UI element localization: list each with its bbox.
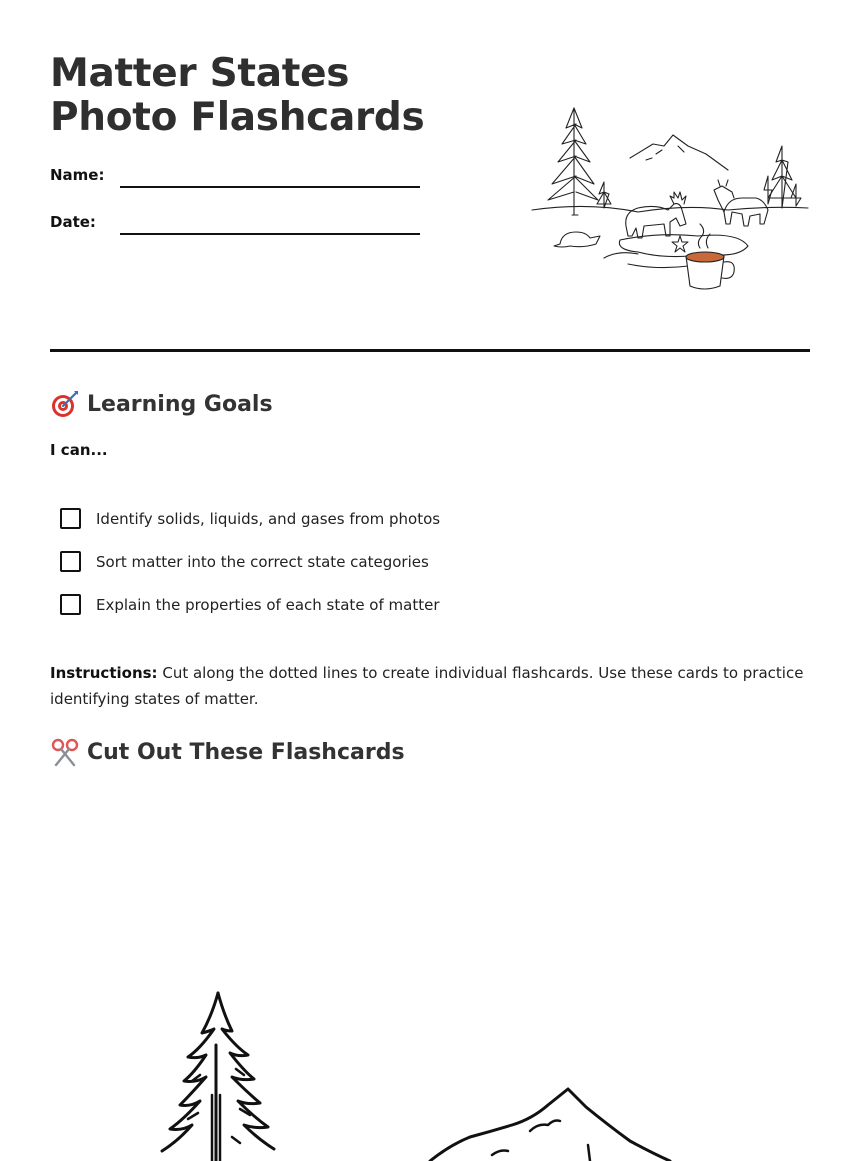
goal-checkbox-2[interactable]: [60, 551, 81, 572]
target-icon: [50, 389, 80, 419]
goal-item-3: [60, 594, 440, 615]
learning-goals-heading: [50, 389, 273, 419]
instructions-label: Instructions:: [50, 664, 158, 682]
name-label: Name:: [50, 166, 105, 184]
section-divider: [50, 349, 810, 352]
instructions-paragraph: [50, 660, 810, 712]
goal-checkbox-1[interactable]: [60, 508, 81, 529]
page-title: Matter States Photo Flashcards: [50, 51, 425, 140]
instructions-text: Cut along the dotted lines to create individual flashcards. Use these cards to practice identifying states of matter.: [50, 664, 804, 708]
goal-checkbox-3[interactable]: [60, 594, 81, 615]
flashcards-heading-text: Cut Out These Flashcards: [87, 739, 405, 765]
goal-text-1: Identify solids, liquids, and gases from photos: [96, 509, 441, 528]
date-field-line[interactable]: [120, 233, 420, 235]
goal-item-1: [60, 508, 440, 529]
flashcards-heading: [50, 737, 405, 767]
goal-text-2: Sort matter into the correct state categories: [96, 552, 429, 571]
winter-scene-illustration: [528, 100, 813, 300]
name-field-line[interactable]: [120, 186, 420, 188]
goals-intro: I can...: [50, 441, 108, 459]
flashcard-illustration: [140, 985, 700, 1161]
date-label: Date:: [50, 213, 96, 231]
goal-text-3: Explain the properties of each state of matter: [96, 595, 440, 614]
scissors-icon: [50, 737, 80, 767]
learning-goals-heading-text: Learning Goals: [87, 391, 273, 417]
goal-item-2: [60, 551, 429, 572]
